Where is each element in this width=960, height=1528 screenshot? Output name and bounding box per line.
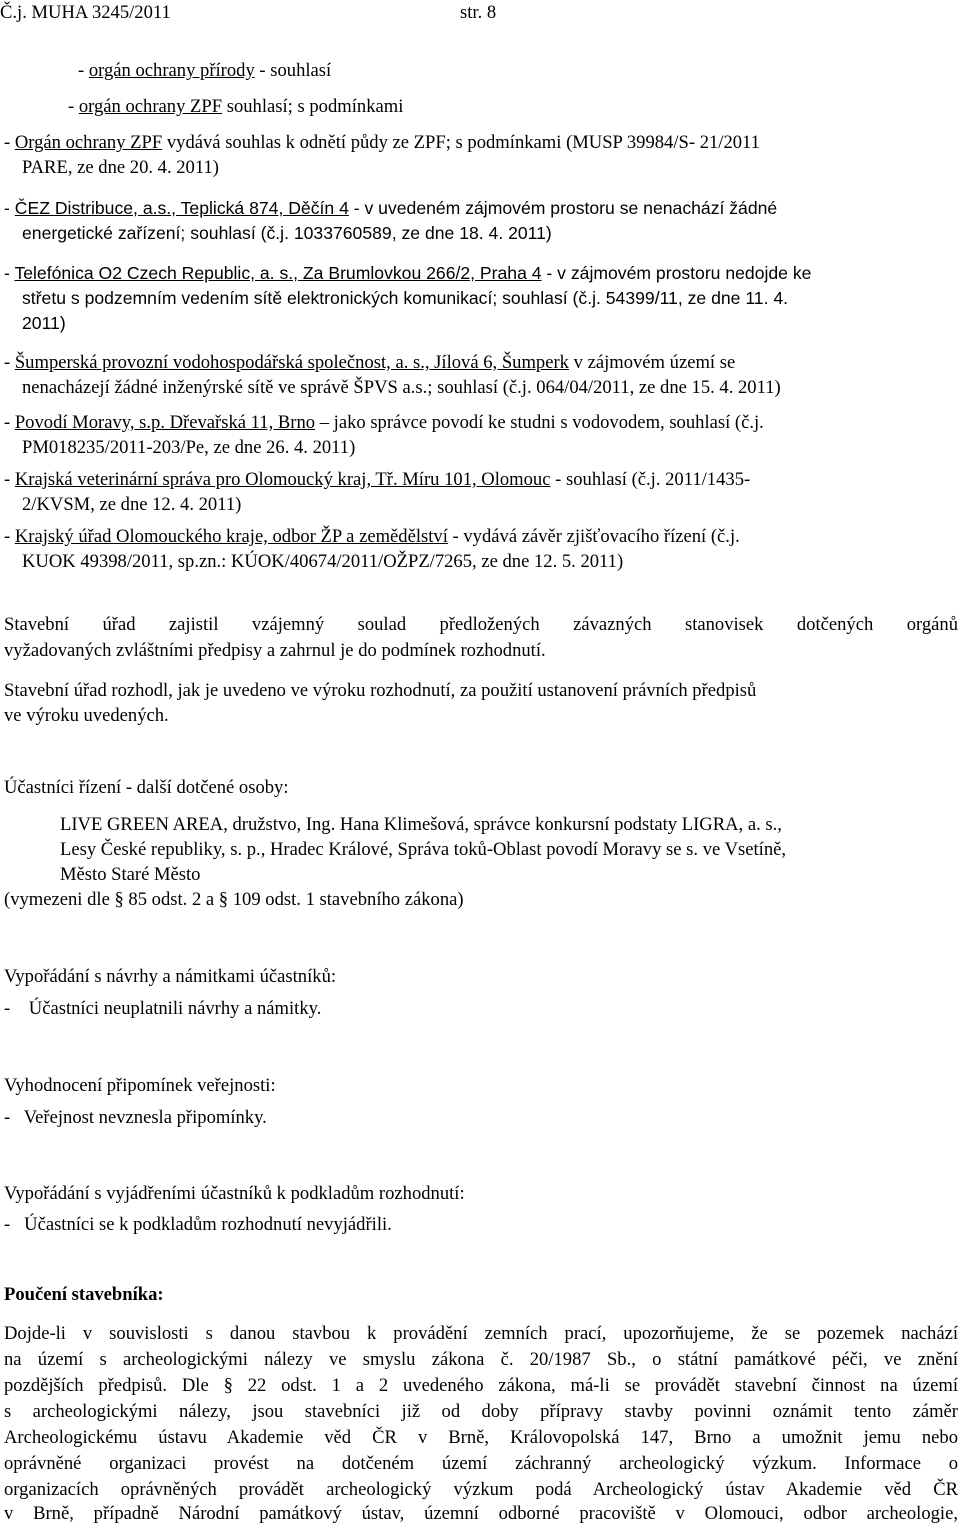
section-heading: Účastníci řízení - další dotčené osoby: (4, 777, 289, 798)
authority-name: ČEZ Distribuce, a.s., Teplická 874, Děčín 4 (14, 198, 349, 218)
authority-name: Telefónica O2 Czech Republic, a. s., Za Brumlovkou 266/2, Praha 4 (14, 263, 542, 283)
authority-name: orgán ochrany ZPF (78, 96, 223, 117)
participant-line: Město Staré Město (60, 864, 201, 885)
authority-name: Šumperská provozní vodohospodářská společnost, a. s., Jílová 6, Šumperk (14, 352, 569, 373)
list-item-text: souhlasí; s podmínkami (222, 96, 404, 117)
list-item (4, 469, 750, 491)
list-item (4, 197, 777, 219)
document-reference: Č.j. MUHA 3245/2011 (0, 2, 171, 23)
page-number: str. 8 (460, 2, 497, 23)
authority-name: Orgán ochrany ZPF (14, 132, 163, 153)
list-dash: - (4, 469, 15, 490)
authority-name: Povodí Moravy, s.p. Dřevařská 11, Brno (14, 412, 316, 433)
section-heading: Vypořádání s návrhy a námitkami účastníků: (4, 966, 337, 987)
paragraph-line: na území s archeologickými nálezy ve smyslu zákona č. 20/1987 Sb., o státní památkové péči, ve znění (4, 1349, 958, 1370)
list-item (4, 132, 760, 154)
paragraph-line: oprávněné organizaci provést na dotčeném území záchranný archeologický výzkum. Informace o (4, 1453, 958, 1474)
list-dash: - (4, 352, 15, 373)
list-item (4, 352, 735, 374)
list-item-continuation: PARE, ze dne 20. 4. 2011) (22, 157, 219, 178)
section-heading: Vyhodnocení připomínek veřejnosti: (4, 1075, 276, 1096)
paragraph-line: s archeologickými nálezy, jsou stavebníci již od doby přípravy stavby povinni oznámit tento záměr (4, 1401, 958, 1422)
paragraph-line: Stavební úřad rozhodl, jak je uvedeno ve výroku rozhodnutí, za použití ustanovení právních předpisů (4, 680, 757, 701)
list-item-continuation: 2/KVSM, ze dne 12. 4. 2011) (22, 494, 242, 515)
list-dash: - (78, 60, 89, 81)
paragraph-line: vyžadovaných zvláštními předpisy a zahrnul je do podmínek rozhodnutí. (4, 640, 546, 661)
list-item-text: v zájmovém území se (568, 352, 736, 373)
list-dash: - (4, 132, 15, 153)
paragraph-line: organizacích oprávněných provádět archeologický výzkum podá Archeologický ústav Akademie věd ČR (4, 1479, 958, 1500)
section-item: - Účastníci neuplatnili návrhy a námitky. (4, 998, 322, 1019)
participant-line: Lesy České republiky, s. p., Hradec Králové, Správa toků-Oblast povodí Moravy se s. ve Vsetíně, (60, 839, 787, 860)
list-item (4, 262, 811, 284)
list-item (4, 412, 764, 434)
paragraph-line: Archeologickému ústavu Akademie věd ČR v Brně, Královopolská 147, Brno a umožnit jemu nebo (4, 1427, 958, 1448)
list-item-continuation: energetické zařízení; souhlasí (č.j. 1033760589, ze dne 18. 4. 2011) (22, 223, 552, 243)
list-dash: - (4, 198, 15, 218)
participant-line: LIVE GREEN AREA, družstvo, Ing. Hana Klimešová, správce konkursní podstaty LIGRA, a. s., (60, 814, 782, 835)
section-heading-bold: Poučení stavebníka: (4, 1284, 164, 1305)
list-item-text: – jako správce povodí ke studni s vodovodem, souhlasí (č.j. (315, 412, 764, 433)
authority-name: Krajská veterinární správa pro Olomoucký kraj, Tř. Míru 101, Olomouc (14, 469, 551, 490)
list-item-text: - vydává závěr zjišťovacího řízení (č.j. (447, 526, 740, 547)
authority-name: Krajský úřad Olomouckého kraje, odbor ŽP a zemědělství (14, 526, 448, 547)
section-heading: Vypořádání s vyjádřeními účastníků k podkladům rozhodnutí: (4, 1183, 465, 1204)
list-item-continuation: nenacházejí žádné inženýrské sítě ve správě ŠPVS a.s.; souhlasí (č.j. 064/04/2011, ze dne 15. 4. 2011) (22, 377, 781, 398)
list-item-text: - souhlasí (254, 60, 332, 81)
list-item-continuation: střetu s podzemním vedením sítě elektronických komunikací; souhlasí (č.j. 54399/11, ze dne 11. 4. (22, 288, 789, 308)
paragraph-line: Dojde-li v souvislosti s danou stavbou k provádění zemních prací, upozorňujeme, že se pozemek nachází (4, 1323, 958, 1344)
section-item: - Veřejnost nevznesla připomínky. (4, 1107, 267, 1128)
list-item-text: - souhlasí (č.j. 2011/1435- (550, 469, 751, 490)
list-dash: - (68, 96, 79, 117)
list-item-text: - v uvedeném zájmovém prostoru se nenachází žádné (348, 198, 778, 218)
list-item-continuation: 2011) (22, 313, 66, 333)
participant-note: (vymezeni dle § 85 odst. 2 a § 109 odst. 1 stavebního zákona) (4, 889, 464, 910)
list-item (78, 60, 331, 82)
list-item (4, 526, 740, 548)
list-dash: - (4, 263, 15, 283)
list-item (68, 96, 403, 118)
paragraph-line: Stavební úřad zajistil vzájemný soulad předložených závazných stanovisek dotčených orgánů (4, 614, 958, 635)
list-dash: - (4, 412, 15, 433)
list-item-text: - v zájmovém prostoru nedojde ke (541, 263, 812, 283)
list-item-text: vydává souhlas k odnětí půdy ze ZPF; s podmínkami (MUSP 39984/S- 21/2011 (162, 132, 760, 153)
paragraph-line: ve výroku uvedených. (4, 705, 169, 726)
paragraph-line: pozdějších předpisů. Dle § 22 odst. 1 a 2 uvedeného zákona, má-li se provádět stavební činnost na území (4, 1375, 958, 1396)
paragraph-line: v Brně, případně Národní památkový ústav, územní odborné pracoviště v Olomouci, odbor archeologie, (4, 1503, 958, 1524)
list-dash: - (4, 526, 15, 547)
list-item-continuation: PM018235/2011-203/Pe, ze dne 26. 4. 2011) (22, 437, 356, 458)
authority-name: orgán ochrany přírody (88, 60, 255, 81)
section-item: - Účastníci se k podkladům rozhodnutí nevyjádřili. (4, 1214, 392, 1235)
list-item-continuation: KUOK 49398/2011, sp.zn.: KÚOK/40674/2011/OŽPZ/7265, ze dne 12. 5. 2011) (22, 551, 624, 572)
